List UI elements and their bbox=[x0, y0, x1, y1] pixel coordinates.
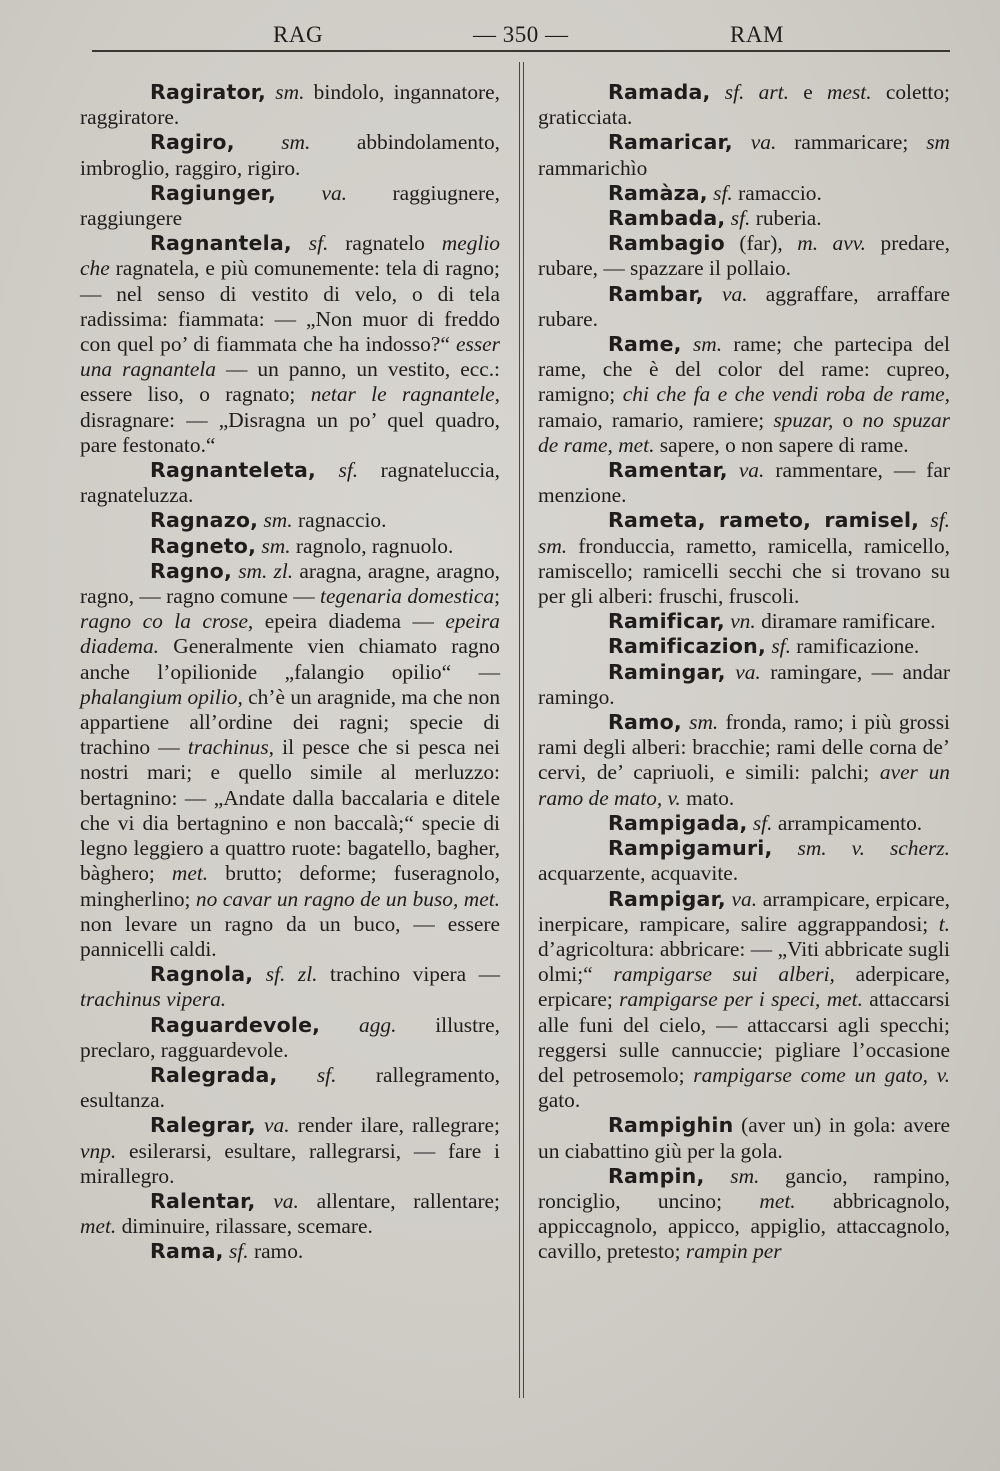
headword: Rama, bbox=[150, 1239, 224, 1264]
definition-text: bindolo, ingannatore, raggiratore. bbox=[80, 80, 500, 130]
definition-text bbox=[276, 181, 321, 205]
definition-text bbox=[728, 458, 739, 482]
headword: Ramada, bbox=[608, 80, 711, 104]
dictionary-entry bbox=[538, 710, 950, 811]
italic-text: va. bbox=[750, 130, 777, 155]
dictionary-entry bbox=[80, 962, 500, 1012]
definition-text: o bbox=[833, 407, 863, 432]
definition-text bbox=[733, 130, 751, 154]
italic-text: sf. bbox=[316, 1062, 337, 1087]
dictionary-entry bbox=[538, 634, 950, 659]
definition-text bbox=[704, 1164, 730, 1188]
italic-text: va. bbox=[321, 180, 348, 205]
italic-text: sf. bbox=[228, 1239, 249, 1264]
italic-text: phalangium opilio, bbox=[80, 684, 243, 709]
italic-text: sf. bbox=[338, 458, 359, 483]
headword: Ramàza, bbox=[608, 180, 708, 205]
italic-text: trachinus, bbox=[187, 735, 274, 760]
definition-text: (far), bbox=[724, 231, 798, 256]
dictionary-entry bbox=[538, 508, 950, 609]
italic-text: netar le ragnantele, bbox=[310, 382, 500, 407]
headword: Rampigada, bbox=[608, 810, 748, 835]
definition-text bbox=[266, 80, 275, 104]
definition-text bbox=[235, 130, 282, 154]
definition-text: abbricagnolo, appiccagnolo, appicco, appiglio, attaccagnolo, cavillo, pretesto; bbox=[538, 1188, 951, 1264]
header-right-guideword: RAM bbox=[730, 22, 784, 47]
dictionary-entry bbox=[538, 332, 950, 458]
dictionary-entry bbox=[80, 458, 500, 508]
headword: Ragirator, bbox=[150, 80, 267, 104]
header-left-guideword: RAG bbox=[273, 22, 324, 47]
definition-text: rame; che partecipa del rame, che è del color del rame: cupreo, ramigno; bbox=[538, 332, 950, 407]
definition-text: sapere, o non sapere di rame. bbox=[654, 432, 909, 457]
headword: Ragnazo, bbox=[150, 508, 259, 533]
definition-text: ramaio, ramario, ramiere; bbox=[538, 407, 774, 432]
headword: Ralegrada, bbox=[150, 1062, 278, 1087]
italic-text: sm. zl. bbox=[238, 558, 294, 583]
dictionary-entry bbox=[80, 508, 500, 533]
italic-text: sf. bbox=[752, 810, 773, 835]
dictionary-entry bbox=[80, 1189, 500, 1239]
definition-text: ragnateluccia, ragnateluzza. bbox=[80, 458, 500, 508]
definition-text: ; bbox=[494, 584, 501, 609]
italic-text: vnp. bbox=[80, 1138, 117, 1163]
headword: Rambagio bbox=[608, 231, 725, 256]
definition-text: aderpicare, erpicare; bbox=[538, 962, 950, 1012]
headword: Ramificar, bbox=[608, 609, 725, 634]
italic-text: sm. bbox=[275, 80, 305, 104]
dictionary-entry bbox=[538, 811, 950, 836]
dictionary-entry bbox=[80, 1013, 500, 1063]
dictionary-entry bbox=[538, 458, 950, 508]
dictionary-entry bbox=[538, 660, 950, 710]
italic-text: met. bbox=[80, 1214, 117, 1239]
definition-text: esilerarsi, esultare, rallegrarsi, — fare i mirallegro. bbox=[80, 1138, 500, 1188]
italic-text: chi che fa e che vendi roba de rame, bbox=[622, 382, 950, 407]
definition-text bbox=[277, 1063, 316, 1087]
definition-text: fronduccia, rametto, ramicella, ramicello, ramiscello; ramicelli secchi che si trovano su per gli alberi: fruschi, fruscoli. bbox=[538, 533, 950, 609]
italic-text: rampin per bbox=[685, 1239, 782, 1264]
definition-text bbox=[320, 1013, 359, 1037]
definition-text: ramaccio. bbox=[732, 180, 822, 205]
italic-text: sf. bbox=[713, 180, 733, 205]
left-column bbox=[80, 80, 500, 1265]
definition-text: ramificazione. bbox=[790, 634, 920, 659]
definition-text: mato. bbox=[680, 785, 735, 810]
definition-text: allentare, rallentare; bbox=[298, 1188, 500, 1213]
dictionary-entry bbox=[538, 609, 950, 634]
dictionary-entry bbox=[80, 1239, 500, 1264]
dictionary-entry bbox=[80, 1063, 500, 1113]
dictionary-entry bbox=[538, 836, 950, 886]
italic-text: rampigarse come un gato, v. bbox=[693, 1062, 950, 1087]
definition-text: illustre, preclaro, ragguardevole. bbox=[80, 1012, 500, 1062]
definition-text: acquarzente, acquavite. bbox=[538, 861, 739, 886]
italic-text: va. bbox=[731, 886, 758, 911]
italic-text: sm. bbox=[730, 1163, 760, 1188]
definition-text: — un panno, un vestito, ecc.: essere liso, o ragnato; bbox=[80, 357, 501, 407]
definition-text: rammentare, — far menzione. bbox=[538, 458, 950, 508]
italic-text: sm. bbox=[689, 710, 719, 735]
italic-text: no spuzar de rame, met. bbox=[538, 407, 950, 457]
definition-text: gato. bbox=[538, 1088, 581, 1113]
headword: Rameta, rameto, ramisel, bbox=[608, 508, 920, 533]
italic-text: sf. art. bbox=[724, 80, 789, 104]
definition-text: ruberia. bbox=[750, 206, 822, 231]
italic-text: vn. bbox=[730, 609, 756, 634]
italic-text: va. bbox=[722, 281, 748, 306]
italic-text: sf. bbox=[308, 231, 329, 256]
italic-text: sm. bbox=[692, 332, 723, 357]
headword: Ramingar, bbox=[608, 659, 726, 684]
italic-text: trachinus vipera. bbox=[80, 987, 227, 1012]
dictionary-entry bbox=[538, 130, 950, 180]
headword: Rambada, bbox=[608, 206, 726, 231]
headword: Rampighin bbox=[608, 1113, 734, 1138]
definition-text: coletto; graticciata. bbox=[538, 80, 950, 130]
definition-text bbox=[704, 282, 722, 306]
column-divider bbox=[519, 62, 524, 1398]
definition-text: diminuire, rilassare, scemare. bbox=[116, 1214, 373, 1239]
headword: Ramaricar, bbox=[608, 130, 733, 155]
definition-text: gancio, rampino, ronciglio, uncino; bbox=[538, 1163, 950, 1213]
dictionary-entry bbox=[538, 231, 950, 281]
definition-text: epeira diadema — bbox=[253, 609, 446, 634]
headword: Ralegrar, bbox=[150, 1113, 256, 1138]
definition-text: d’agricoltura: abbricare: — „Viti abbricate sugli olmi;“ bbox=[538, 936, 950, 987]
dictionary-entry bbox=[80, 559, 500, 962]
definition-text: aggraffare, arraffare rubare. bbox=[538, 281, 950, 331]
italic-text: t. bbox=[938, 911, 950, 936]
headword: Ramentar, bbox=[608, 458, 728, 483]
definition-text bbox=[255, 1189, 273, 1213]
dictionary-entry bbox=[80, 130, 500, 180]
headword: Ragneto, bbox=[150, 533, 257, 558]
definition-text: aragna, aragne, aragno, ragno, — ragno comune — bbox=[80, 558, 500, 609]
italic-text: mest. bbox=[827, 80, 872, 104]
italic-text: rampigarse per i speci, met. bbox=[619, 987, 863, 1012]
headword: Ragnantela, bbox=[150, 231, 292, 256]
italic-text: sf. bbox=[771, 634, 791, 659]
definition-text bbox=[253, 962, 266, 986]
definition-text: e bbox=[788, 80, 828, 104]
italic-text: sm bbox=[926, 130, 950, 155]
definition-text bbox=[772, 836, 797, 860]
headword: Ralentar, bbox=[150, 1188, 256, 1213]
italic-text: m. avv. bbox=[797, 231, 867, 256]
definition-text: rammarichìo bbox=[538, 155, 648, 180]
dictionary-entry bbox=[538, 887, 950, 1114]
dictionary-entry bbox=[80, 231, 500, 458]
definition-text: arrampicamento. bbox=[772, 810, 923, 835]
definition-text: ramo. bbox=[248, 1239, 304, 1264]
italic-text: spuzar, bbox=[773, 407, 834, 432]
page-number: — 350 — bbox=[473, 22, 569, 47]
italic-text: epeira diadema. bbox=[80, 609, 500, 659]
definition-text bbox=[256, 1113, 264, 1137]
italic-text: agg. bbox=[359, 1012, 397, 1037]
headword: Rambar, bbox=[608, 281, 704, 306]
italic-text: tegenaria domestica bbox=[320, 584, 495, 609]
definition-text: rallegramento, esultanza. bbox=[80, 1062, 500, 1113]
dictionary-entry bbox=[80, 534, 500, 559]
dictionary-entry bbox=[80, 1113, 500, 1189]
definition-text: (aver un) in gola: avere un ciabattino giù per la gola. bbox=[538, 1113, 950, 1163]
definition-text bbox=[711, 80, 725, 104]
definition-text: ragnatela, e più comunemente: tela di ragno; — nel senso di vestito di velo, o di tela radissima: fiammata: — „Non muor di freddo con quel po’ di fiammata che ha indosso?“ bbox=[80, 256, 500, 357]
italic-text: no cavar un ragno de un buso, met. bbox=[195, 886, 500, 911]
headword: Ragnanteleta, bbox=[150, 458, 316, 483]
dictionary-entry bbox=[538, 1113, 950, 1163]
definition-text bbox=[919, 508, 930, 532]
definition-text: ragnaccio. bbox=[292, 508, 387, 533]
italic-text: va. bbox=[273, 1188, 299, 1213]
headword: Rampin, bbox=[608, 1163, 705, 1188]
definition-text: il pesce che si pesca nei nostri mari; e quello simile al merluzzo: bertagnino: — „Andate dalla baccalaria e ditele che vi dia bertagnino e non baccalà;“ specie di legno leggiero a quattro ruote: bagatello, bagher, bàghero; bbox=[80, 735, 501, 886]
definition-text: trachino vipera — bbox=[317, 962, 500, 987]
definition-text: raggiugnere, raggiungere bbox=[80, 180, 500, 231]
headword: Rame, bbox=[608, 332, 682, 357]
dictionary-entry bbox=[538, 1164, 950, 1265]
italic-text: sm. bbox=[281, 130, 311, 155]
dictionary-entry bbox=[538, 80, 950, 130]
definition-text: non levare un ragno da un buco, — essere pannicelli caldi. bbox=[80, 911, 500, 961]
definition-text: diramare ramificare. bbox=[755, 609, 936, 634]
headword: Ramificazion, bbox=[608, 634, 766, 659]
italic-text: sf. zl. bbox=[265, 962, 318, 987]
definition-text: fronda, ramo; i più grossi rami degli alberi: bracchie; rami delle corna de’ cervi, de’ capriuoli, e simili: palchi; bbox=[538, 710, 950, 785]
dictionary-entry bbox=[80, 80, 500, 130]
definition-text: attaccarsi alle funi del cielo, — attaccarsi agli specchi; reggersi sulle cannuccie; pigliare l’occasione del petrosemolo; bbox=[538, 987, 950, 1087]
definition-text: Generalmente vien chiamato ragno anche l’opilionide „falangio opilio“ — bbox=[80, 634, 500, 684]
italic-text: sm. bbox=[261, 533, 291, 558]
headword: Raguardevole, bbox=[150, 1012, 321, 1037]
headword: Ragnola, bbox=[150, 962, 254, 987]
definition-text: ramingare, — andar ramingo. bbox=[538, 659, 950, 709]
headword: Ragiunger, bbox=[150, 180, 276, 205]
definition-text bbox=[726, 660, 735, 684]
definition-text: predare, rubare, — spazzare il pollaio. bbox=[538, 231, 950, 281]
definition-text: ragnolo, ragnuolo. bbox=[290, 533, 454, 558]
italic-text: rampigarse sui alberi, bbox=[613, 962, 835, 987]
headword: Ramo, bbox=[608, 710, 682, 735]
definition-text: disragnare: — „Disragna un po’ quel quadro, pare festonato.“ bbox=[80, 407, 500, 457]
header-rule bbox=[92, 50, 950, 52]
headword: Ragiro, bbox=[150, 130, 235, 155]
definition-text: ch’è un aragnide, ma che non appartiene all’ordine dei ragni; specie di trachino — bbox=[80, 684, 501, 760]
italic-text: va. bbox=[735, 659, 761, 684]
right-column bbox=[538, 80, 950, 1265]
italic-text: met. bbox=[759, 1188, 796, 1213]
dictionary-entry bbox=[538, 181, 950, 206]
dictionary-entry bbox=[538, 282, 950, 332]
definition-text: render ilare, rallegrare; bbox=[289, 1113, 500, 1138]
italic-text: sm. v. scherz. bbox=[797, 836, 950, 861]
headword: Rampigar, bbox=[608, 886, 726, 911]
definition-text: abbindolamento, imbroglio, raggiro, rigiro. bbox=[80, 130, 500, 180]
definition-text: arrampicare, erpicare, inerpicare, rampicare, salire aggrappandosi; bbox=[538, 886, 950, 936]
definition-text bbox=[682, 332, 693, 356]
headword: Rampigamuri, bbox=[608, 836, 773, 861]
italic-text: sf. bbox=[730, 206, 751, 231]
headword: Ragno, bbox=[150, 558, 232, 583]
definition-text: rammaricare; bbox=[776, 130, 927, 155]
italic-text: sf. sm. bbox=[538, 508, 950, 558]
italic-text: ragno co la crose, bbox=[80, 609, 254, 634]
italic-text: esser una ragnantela bbox=[80, 332, 500, 382]
italic-text: met. bbox=[171, 861, 209, 886]
definition-text bbox=[316, 458, 339, 482]
italic-text: sm. bbox=[263, 508, 293, 533]
italic-text: va. bbox=[264, 1113, 290, 1138]
dictionary-entry bbox=[80, 181, 500, 231]
definition-text: ragnatelo bbox=[328, 231, 442, 256]
definition-text bbox=[292, 231, 309, 255]
italic-text: meglio che bbox=[80, 231, 500, 281]
definition-text: brutto; deforme; fuseragnolo, mingherlino; bbox=[80, 861, 500, 911]
dictionary-entry bbox=[538, 206, 950, 231]
italic-text: va. bbox=[738, 458, 765, 483]
italic-text: aver un ramo de mato, v. bbox=[538, 760, 950, 810]
